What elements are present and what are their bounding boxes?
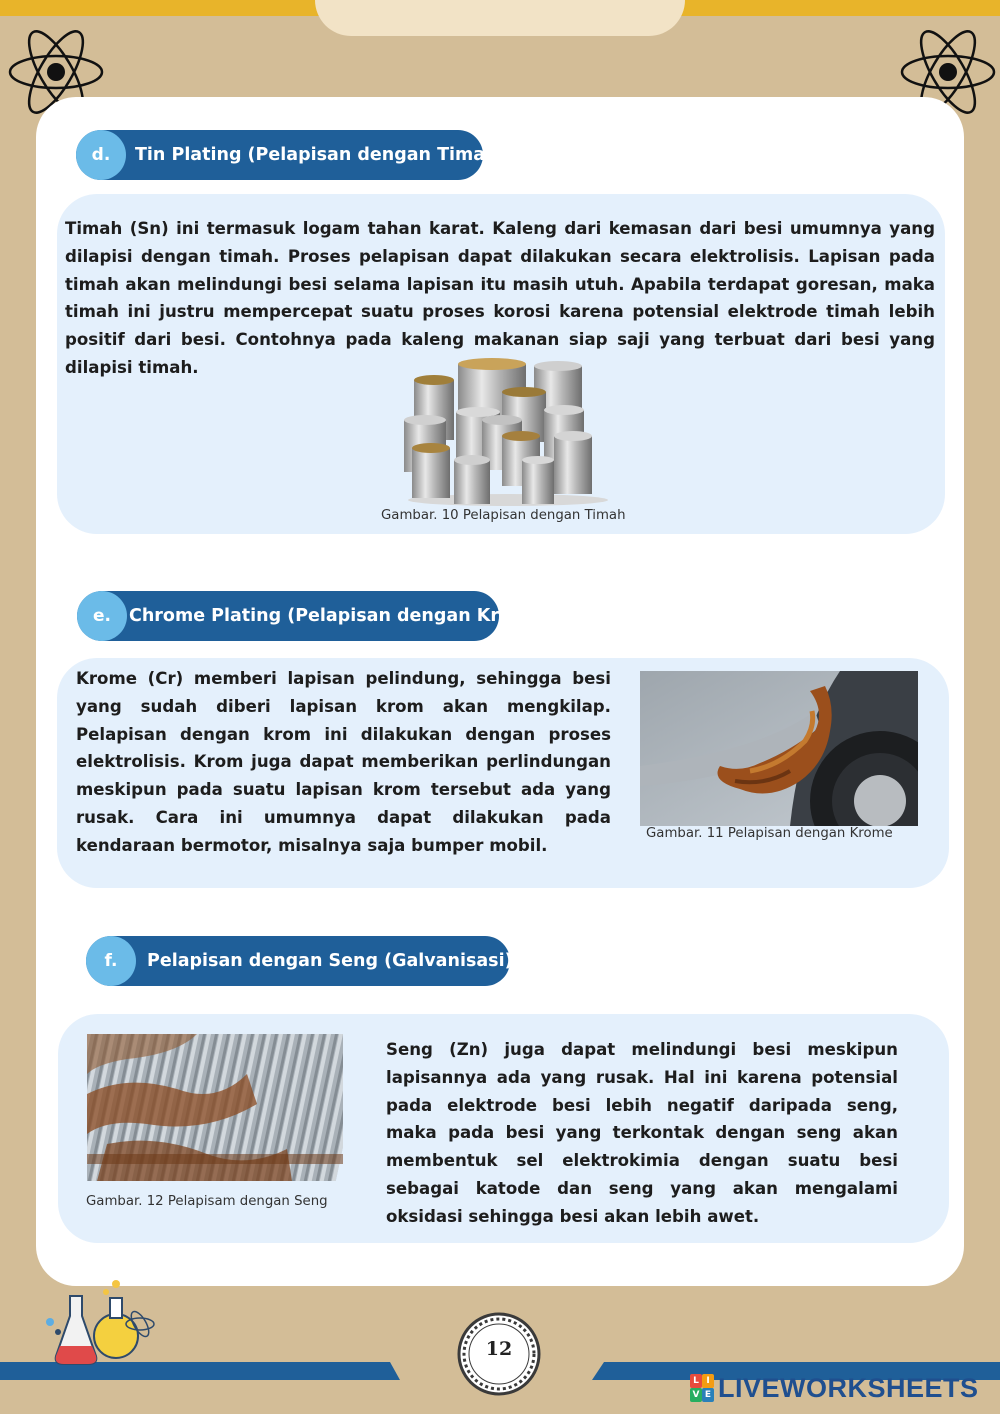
section-badge: f. (86, 936, 136, 986)
page-number: 12 (485, 1338, 513, 1360)
car-rust-image (640, 671, 918, 826)
liveworksheets-brand[interactable] (690, 1371, 979, 1405)
liveworksheets-logo-icon: L I V E (690, 1374, 714, 1402)
section-title: Chrome Plating (Pelapisan dengan Krom) (129, 606, 538, 626)
section-text-zinc: Seng (Zn) juga dapat melindungi besi meskipun lapisannya ada yang rusak. Hal ini karena potensial pada elektrode besi lebih negatif daripada seng, maka pada besi yang terkontak dengan seng akan membentuk sel elektrokimia dengan suatu besi sebagai katode dan seng yang akan mengalami oksidasi sehingga besi akan lebih awet. (386, 1040, 898, 1226)
section-heading-tin (76, 130, 506, 180)
section-title: Tin Plating (Pelapisan dengan Timah) (135, 145, 506, 165)
figure-caption: Gambar. 11 Pelapisan dengan Krome (646, 826, 893, 841)
brand-name: LIVEWORKSHEETS (718, 1372, 979, 1403)
figure-caption: Gambar. 10 Pelapisan dengan Timah (381, 508, 626, 523)
section-badge: e. (77, 591, 127, 641)
section-title: Pelapisan dengan Seng (Galvanisasi) (147, 951, 513, 971)
figure-caption: Gambar. 12 Pelapisam dengan Seng (86, 1194, 328, 1209)
section-text-chrome: Krome (Cr) memberi lapisan pelindung, sehingga besi yang sudah diberi lapisan krom akan mengkilap. Pelapisan dengan krom ini dilakukan dengan proses elektrolisis. Krom juga dapat memberikan perlindungan meskipun pada suatu lapisan krom tersebut ada yang rusak. Cara ini umumnya dapat dilakukan pada kendaraan bermotor, misalnya saja bumper mobil. (76, 669, 611, 855)
section-text-tin: Timah (Sn) ini termasuk logam tahan karat. Kaleng dari kemasan dari besi umumnya yang dilapisi dengan timah. Proses pelapisan dapat dilakukan secara elektrolisis. Lapisan pada timah akan melindungi besi selama lapisan itu masih utuh. Apabila terdapat goresan, maka timah ini justru mempercepat suatu proses korosi karena potensial elektrode timah lebih positif dari besi. Contohnya pada kaleng makanan siap saji yang terbuat dari besi yang dilapisi timah. (65, 219, 935, 377)
section-heading-chrome (77, 591, 538, 641)
section-badge: d. (76, 130, 126, 180)
lab-flasks-icon (44, 1276, 156, 1368)
top-decor-tab (315, 0, 685, 36)
tin-cans-image (398, 356, 618, 506)
section-heading-zinc (86, 936, 513, 986)
corrugated-zinc-image (87, 1034, 343, 1181)
